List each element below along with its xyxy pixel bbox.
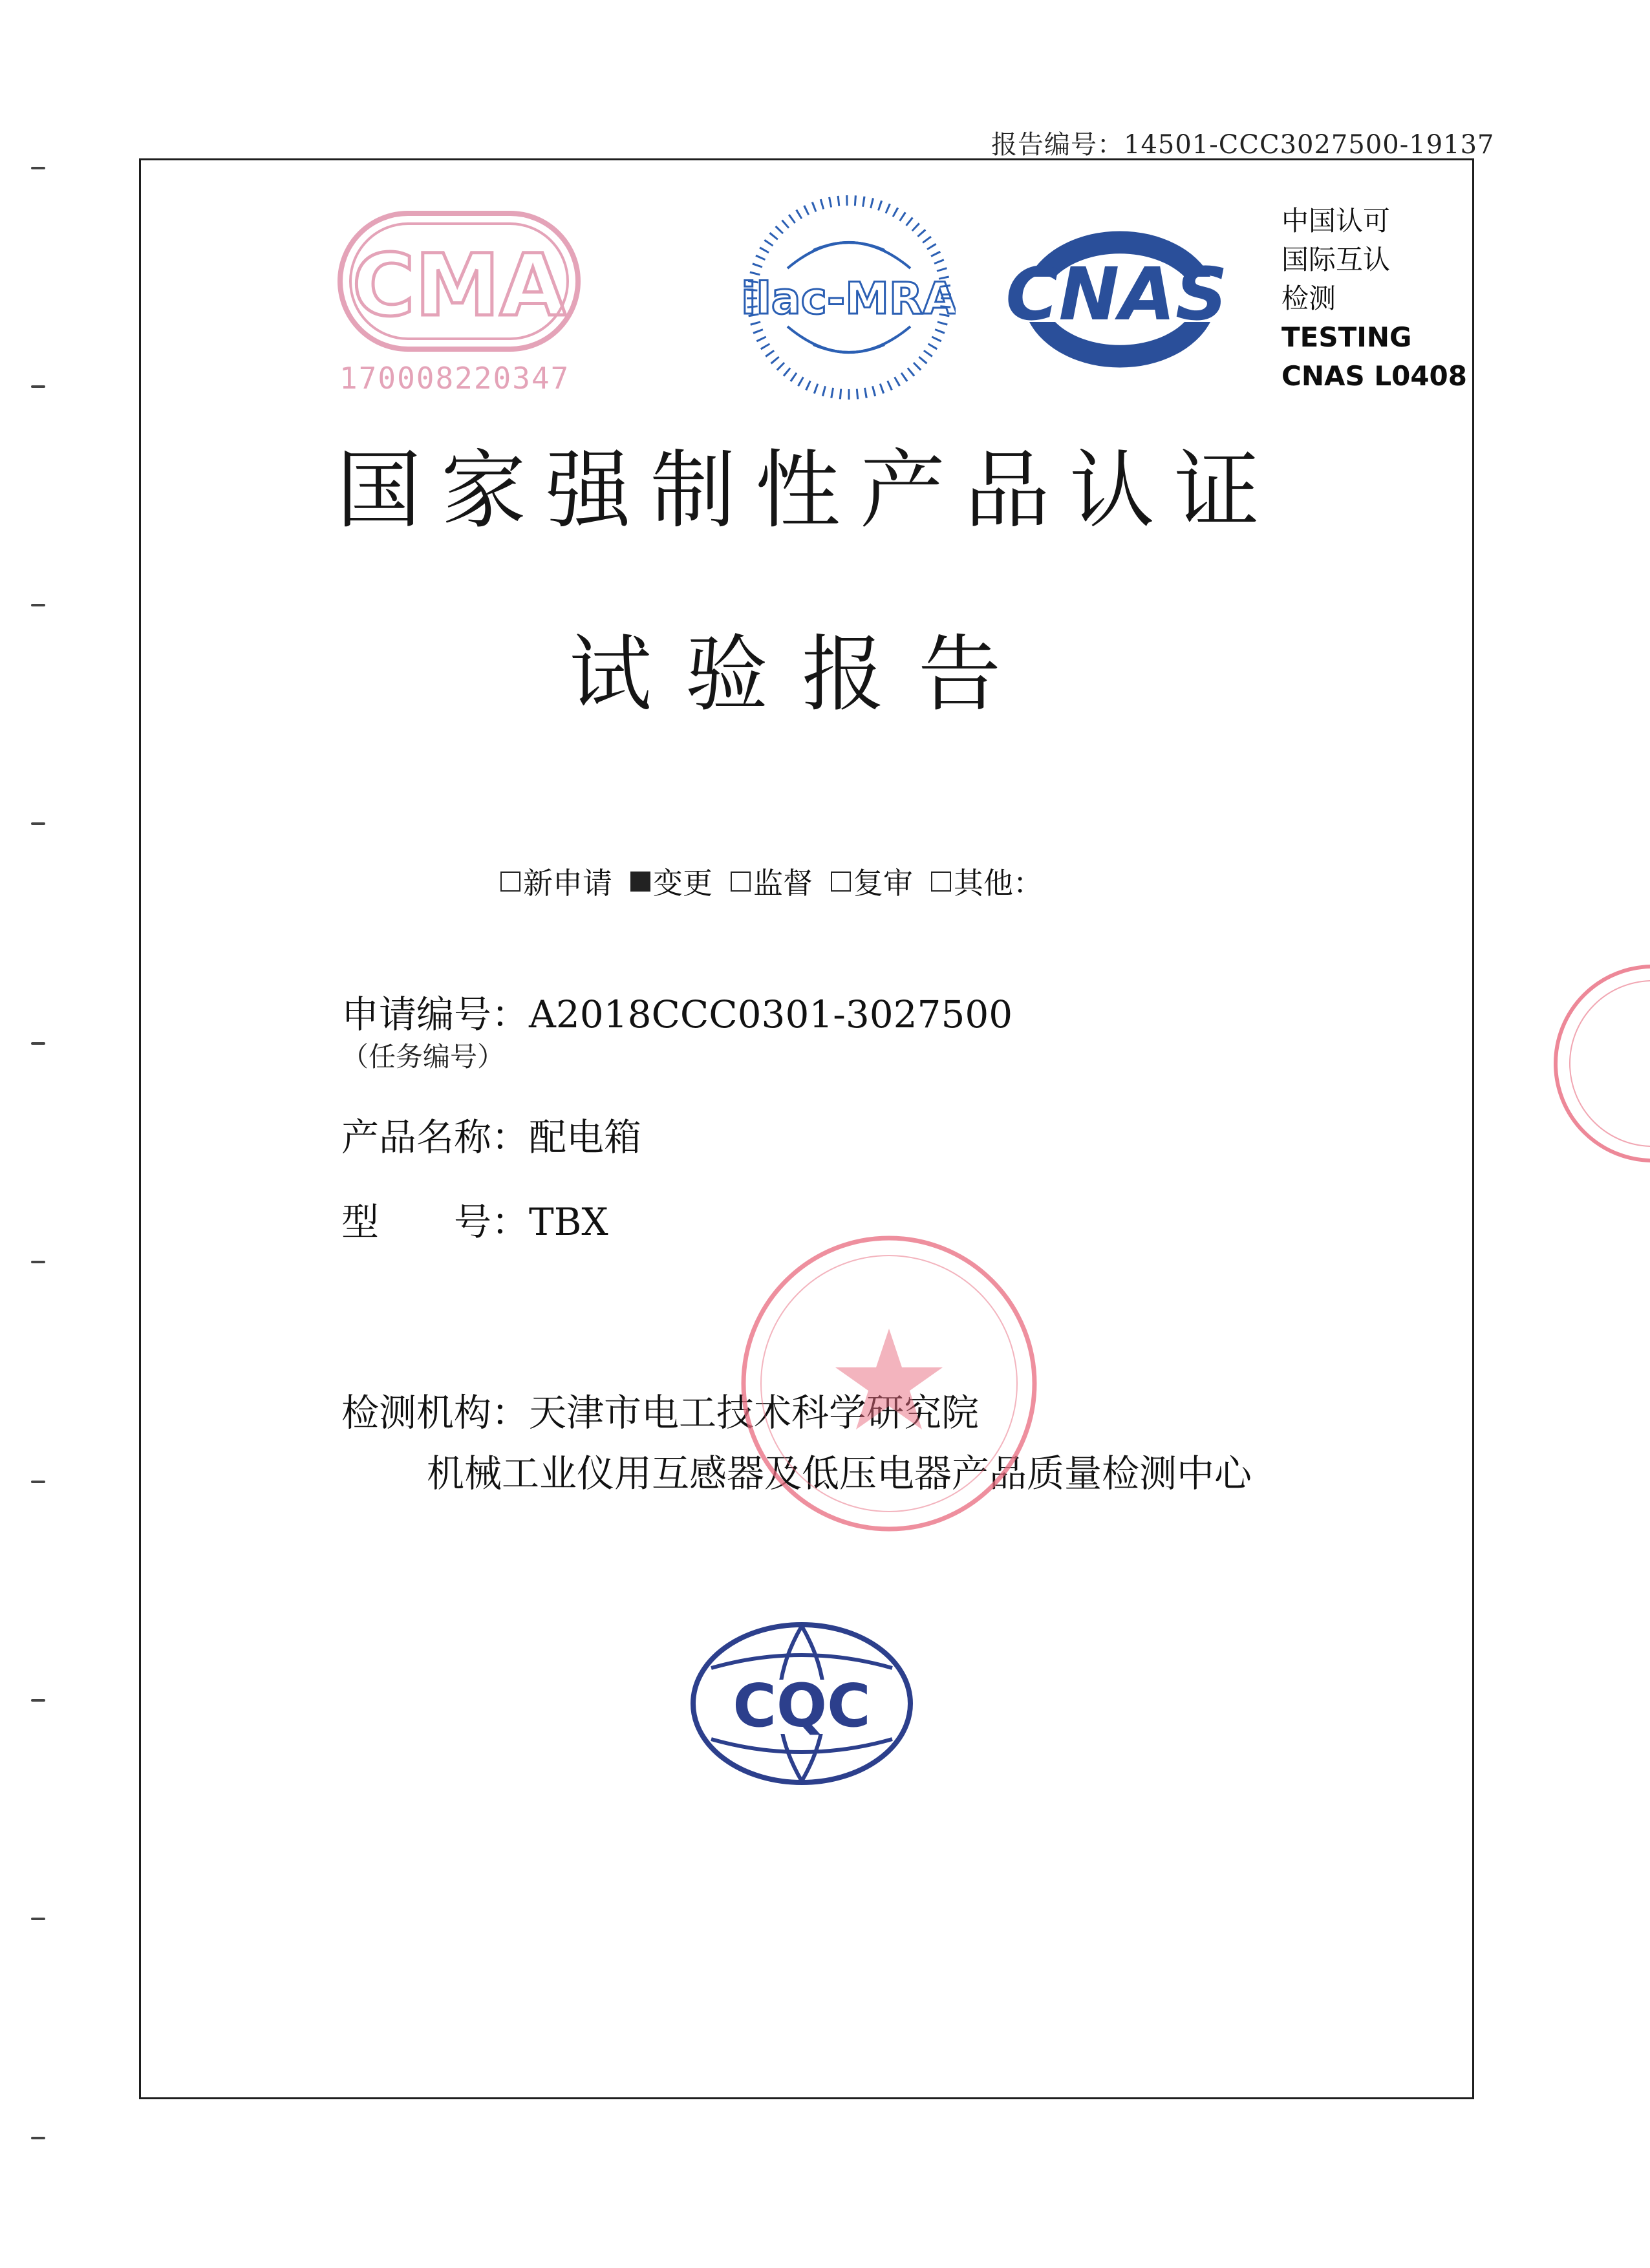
binder-mark	[31, 1918, 45, 1920]
checkbox-icon	[500, 872, 520, 892]
ilac-logo-text: ilac-MRA	[742, 273, 956, 325]
red-seal-edge	[1543, 957, 1650, 1170]
seal-icon	[737, 1232, 1041, 1535]
cnas-line: 国际互认	[1281, 244, 1391, 275]
binder-mark	[31, 604, 45, 606]
option-label: 复审	[853, 866, 913, 901]
binder-mark	[31, 1699, 45, 1702]
cnas-logo-icon	[991, 206, 1243, 392]
field-value: TBX	[529, 1200, 608, 1244]
option-review[interactable]	[831, 860, 913, 903]
field-label: 型 号：	[341, 1200, 530, 1244]
option-label: 变更	[653, 866, 712, 901]
seal-icon	[1543, 957, 1650, 1170]
cqc-logo-text: CQC	[733, 1671, 871, 1740]
ilac-mra-logo	[742, 191, 956, 404]
field-value: 天津市电工技术科学研究院	[529, 1391, 980, 1435]
option-other[interactable]	[931, 860, 1043, 903]
binder-mark	[31, 1042, 45, 1045]
binder-mark	[31, 2137, 45, 2139]
binder-mark	[31, 822, 45, 825]
cnas-line: TESTING	[1281, 321, 1412, 353]
binder-mark	[31, 385, 45, 388]
red-seal-stamp	[737, 1232, 1041, 1535]
checkbox-icon	[731, 872, 751, 892]
cnas-line: 中国认可	[1281, 205, 1391, 237]
binder-mark	[31, 1481, 45, 1483]
product-name-field	[341, 1107, 641, 1161]
option-supervision[interactable]	[731, 860, 813, 903]
document-subtitle: 试验报告	[569, 626, 1035, 723]
field-value: 配电箱	[529, 1115, 642, 1159]
report-number-value: 14501-CCC3027500-19137	[1124, 130, 1495, 160]
checkbox-icon	[931, 872, 951, 892]
cma-logo-icon	[336, 208, 582, 363]
field-label: 申请编号：	[341, 992, 530, 1036]
cnas-line: CNAS L0408	[1281, 360, 1468, 392]
cnas-logo	[991, 206, 1243, 392]
application-type-options	[500, 860, 1061, 903]
option-label: 新申请	[523, 866, 612, 901]
option-new-application[interactable]	[500, 860, 612, 903]
cma-number: 170008220347	[339, 361, 570, 396]
cnas-accreditation-text	[1281, 202, 1467, 396]
task-number-note: （任务编号）	[341, 1041, 505, 1073]
binder-mark	[31, 167, 45, 169]
option-label: 监督	[753, 866, 813, 901]
cma-logo-text: CMA	[352, 236, 566, 336]
cqc-logo	[685, 1616, 918, 1791]
model-field	[341, 1192, 608, 1246]
testing-body-line2: 机械工业仪用互感器及低压电器产品质量检测中心	[427, 1451, 1252, 1495]
binder-mark	[31, 1261, 45, 1263]
document-title: 国家强制性产品认证	[336, 441, 1279, 540]
cnas-line: 检测	[1281, 283, 1336, 314]
field-label: 产品名称：	[341, 1115, 530, 1159]
option-change[interactable]	[630, 860, 712, 903]
field-value: A2018CCC0301-3027500	[529, 992, 1013, 1036]
option-label: 其他：	[954, 866, 1043, 901]
application-number-field	[341, 984, 1012, 1038]
ilac-logo-icon	[742, 191, 956, 404]
checkbox-icon	[831, 872, 851, 892]
field-label: 检测机构：	[341, 1391, 530, 1435]
cma-stamp	[336, 208, 582, 409]
checkbox-checked-icon	[630, 872, 650, 892]
cqc-logo-icon	[685, 1616, 918, 1791]
cnas-logo-text: CNAS	[1005, 253, 1228, 337]
report-number	[991, 124, 1494, 161]
report-number-label: 报告编号：	[991, 130, 1124, 160]
